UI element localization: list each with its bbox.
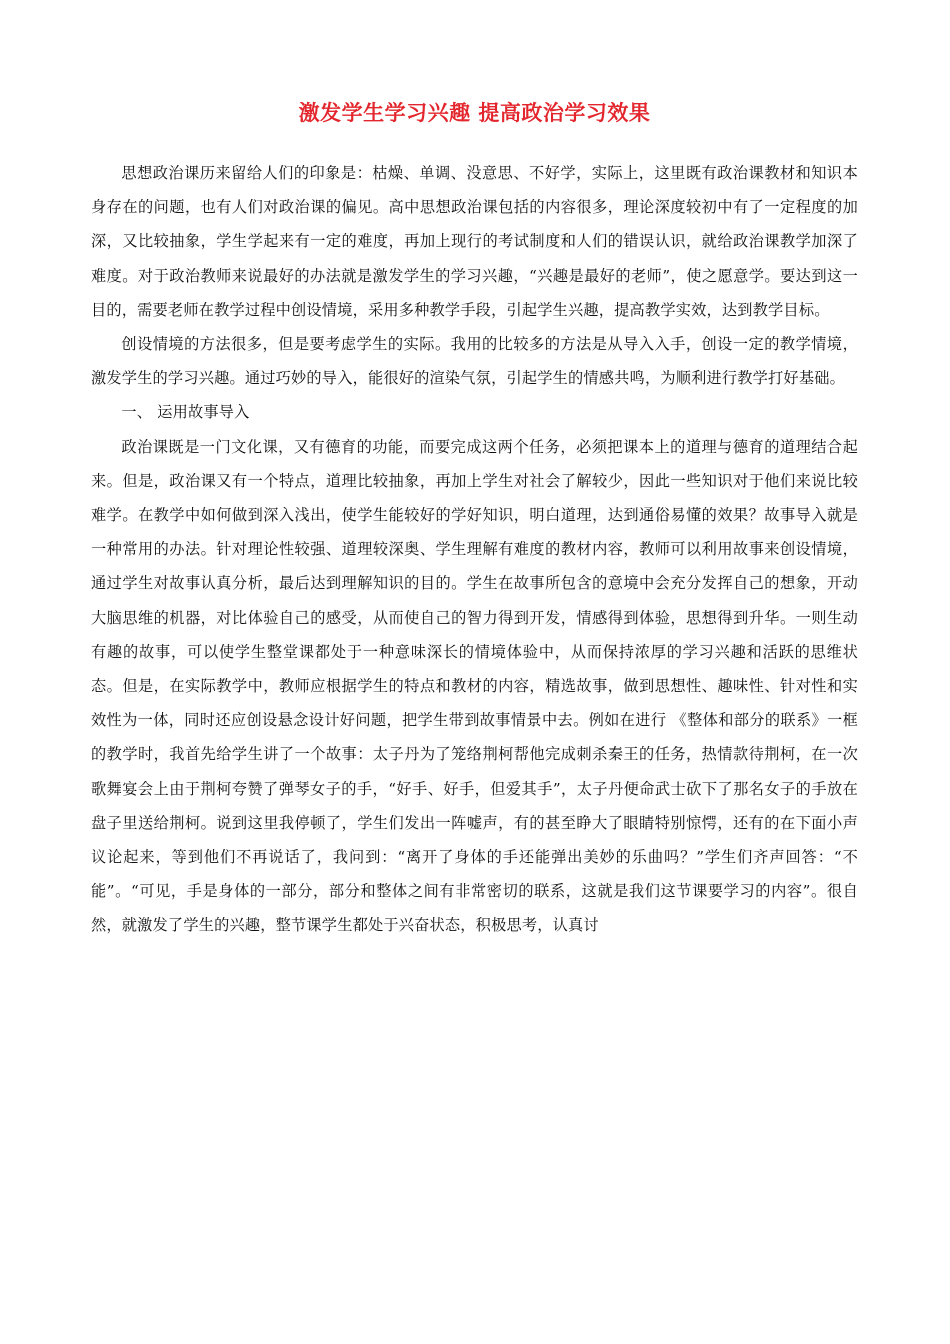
section-paragraph: 政治课既是一门文化课，又有德育的功能，而要完成这两个任务，必须把课本上的道理与德育的道理结合起来。但是，政治课又有一个特点，道理比较抽象，再加上学生对社会了解较少，因此一些知识对于他们来说比较难学。在教学中如何做到深入浅出，使学生能较好的学好知识，明白道理，达到通俗易懂的效果？故事导入就是一种常用的办法。针对理论性较强、道理较深奥、学生理解有难度的教材内容，教师可以利用故事来创设情境，通过学生对故事认真分析，最后达到理解知识的目的。学生在故事所包含的意境中会充分发挥自己的想象，开动大脑思维的机器，对比体验自己的感受，从而使自己的智力得到开发，情感得到体验，思想得到升华。一则生动有趣的故事，可以使学生整堂课都处于一种意味深长的情境体验中，从而保持浓厚的学习兴趣和活跃的思维状态。但是，在实际教学中，教师应根据学生的特点和教材的内容，精选故事，做到思想性、趣味性、针对性和实效性为一体，同时还应创设悬念设计好问题，把学生带到故事情景中去。例如在进行 《整体和部分的联系》一框的教学时，我首先给学生讲了一个故事：太子丹为了笼络荆柯帮他完成刺杀秦王的任务，热情款待荆柯，在一次歌舞宴会上由于荆柯夸赞了弹琴女子的手，“好手、好手，但爱其手”，太子丹便命武士砍下了那名女子的手放在盘子里送给荆柯。说到这里我停顿了，学生们发出一阵嘘声，有的甚至睁大了眼睛特别惊愕，还有的在下面小声议论起来，等到他们不再说话了，我问到：“离开了身体的手还能弹出美妙的乐曲吗？”学生们齐声回答：“不能”。“可见，手是身体的一部分，部分和整体之间有非常密切的联系，这就是我们这节课要学习的内容”。很自然，就激发了学生的兴趣，整节课学生都处于兴奋状态，积极思考，认真讨	[91, 437, 858, 935]
document-title: 激发学生学习兴趣 提高政治学习效果	[298, 100, 651, 125]
method-paragraph: 创设情境的方法很多，但是要考虑学生的实际。我用的比较多的方法是从导入入手，创设一定的教学情境，激发学生的学习兴趣。通过巧妙的导入，能很好的渲染气氛，引起学生的情感共鸣，为顺利进行教学打好基础。	[91, 335, 858, 388]
document-body	[91, 96, 858, 943]
section-heading: 一、 运用故事导入	[121, 403, 250, 422]
intro-paragraph: 思想政治课历来留给人们的印象是：枯燥、单调、没意思、不好学，实际上，这里既有政治课教材和知识本身存在的问题，也有人们对政治课的偏见。高中思想政治课包括的内容很多，理论深度较初中有了一定程度的加深，又比较抽象，学生学起来有一定的难度，再加上现行的考试制度和人们的错误认识，就给政治课教学加深了难度。对于政治教师来说最好的办法就是激发学生的学习兴趣，“兴趣是最好的老师”，使之愿意学。要达到这一目的，需要老师在教学过程中创设情境，采用多种教学手段，引起学生兴趣，提高教学实效，达到教学目标。	[91, 164, 858, 319]
